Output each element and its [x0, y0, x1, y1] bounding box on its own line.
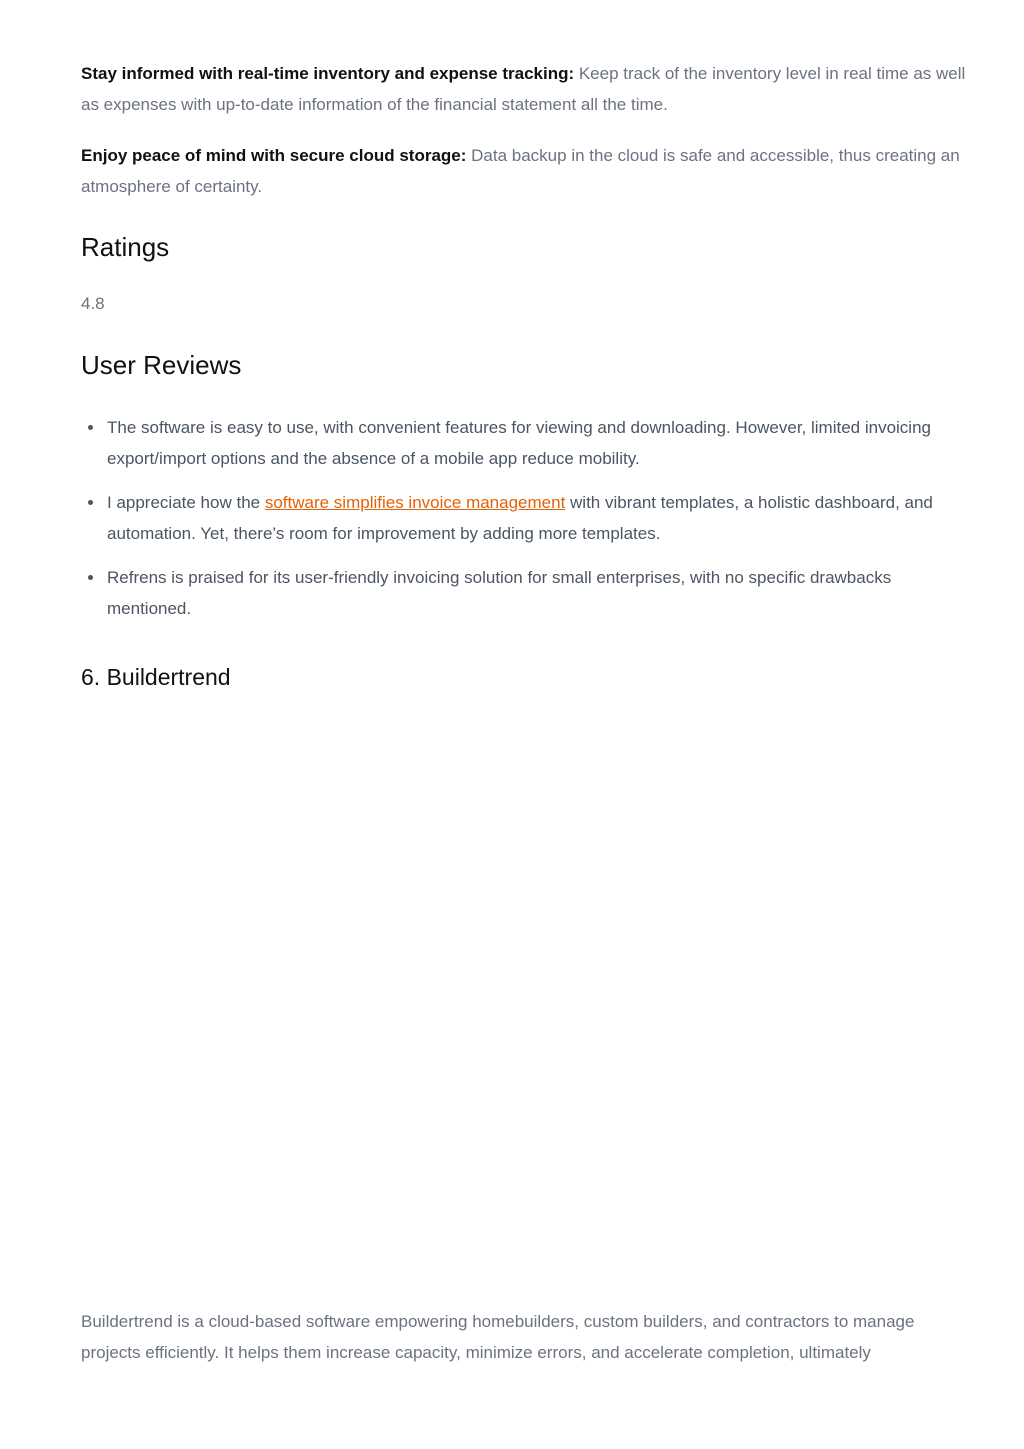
- feature-text: Data backup in the cloud is safe and accessible, thus creating an atmosphere of certainty.: [81, 146, 960, 196]
- review-item: [107, 487, 971, 549]
- feature-paragraph: [81, 140, 971, 202]
- article-content: [81, 58, 971, 1368]
- rating-value: 4.8: [81, 294, 105, 313]
- feature-title: Enjoy peace of mind with secure cloud storage:: [81, 146, 467, 165]
- feature-paragraph: [81, 58, 971, 120]
- review-text: Refrens is praised for its user-friendly invoicing solution for small enterprises, with no specific drawbacks mentioned.: [107, 568, 892, 618]
- feature-title: Stay informed with real-time inventory and expense tracking:: [81, 64, 575, 83]
- section-intro: Buildertrend is a cloud-based software empowering homebuilders, custom builders, and contractors to manage projects efficiently. It helps them increase capacity, minimize errors, and accelerate completion, ultimately: [81, 1312, 915, 1362]
- user-reviews-heading: User Reviews: [81, 350, 242, 380]
- review-item: [107, 562, 971, 624]
- review-text: The software is easy to use, with convenient features for viewing and downloading. However, limited invoicing export/import options and the absence of a mobile app reduce mobility.: [107, 418, 931, 468]
- invoice-management-link[interactable]: software simplifies invoice management: [264, 493, 566, 512]
- media-placeholder: [81, 692, 971, 1306]
- review-text-after: with vibrant templates, a holistic dashboard, and automation. Yet, there’s room for improvement by adding more templates.: [107, 493, 933, 543]
- section-heading: 6. Buildertrend: [81, 664, 231, 690]
- feature-text: Keep track of the inventory level in real time as well as expenses with up-to-date information of the financial statement all the time.: [81, 64, 966, 114]
- review-item: [107, 412, 971, 474]
- ratings-heading: Ratings: [81, 232, 170, 262]
- reviews-list: [81, 412, 971, 624]
- review-text-before: I appreciate how the: [107, 493, 265, 512]
